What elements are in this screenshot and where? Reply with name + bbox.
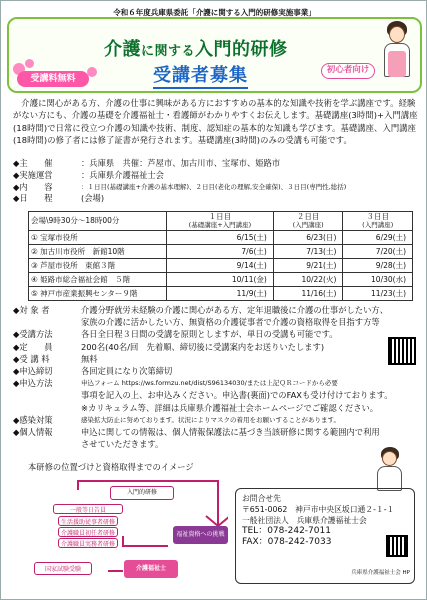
detail-continuation: ※カリキュラム等、詳細は兵庫県介護福祉士会ホームページでご確認ください。 [81, 402, 379, 413]
detail-value: 200名(40名/回 先着順、締切後に受講案内をお送りいたします) [81, 341, 325, 352]
detail-value: 介護分野就労未経験の介護に関心がある方、定年退職後に介護の仕事がしたい方、 [81, 305, 388, 315]
detail-label: ◆受 講 料 [13, 353, 50, 364]
detail-label: ◆申込方法 [13, 378, 53, 389]
overview-label: ◆日 程 [13, 193, 53, 204]
day-sublabel: (入門講座) [292, 221, 324, 229]
title-part-about: に関する [141, 44, 196, 59]
time-header: 会場\9時30分～18時00分 [29, 212, 167, 231]
day-label: ２日目 [296, 212, 320, 221]
date-cell: 9/14(土) [167, 259, 274, 273]
national-exam-box: 国家試験受験 [34, 562, 92, 575]
overview-row [13, 193, 418, 205]
detail-label: ◆対 象 者 [13, 305, 50, 315]
overview-list [13, 158, 418, 205]
contact-fax: FAX：078-242-7033 [242, 537, 332, 547]
detail-continuation: させていただきます。 [81, 439, 164, 450]
detail-label: ◆個人情報 [13, 427, 53, 438]
contact-org: 一般社団法人 兵庫県介護福祉士会 [242, 516, 367, 525]
detail-row [13, 353, 418, 365]
diagram-title: 本研修の位置づけと資格取得までのイメージ [28, 462, 194, 472]
schedule-row [29, 273, 413, 287]
schedule-table [28, 211, 413, 301]
venue-cell [29, 231, 167, 245]
detail-label: ◆受講方法 [13, 329, 53, 340]
detail-row [13, 414, 418, 426]
title-part-training: 入門的研修 [195, 39, 288, 60]
day-label: ３日目 [366, 212, 389, 221]
venue-name: 神戸市産業振興センター９階 [40, 289, 138, 298]
date-cell: 10/11(金) [167, 273, 274, 287]
intro-paragraph: 介護に関心がある方、介護の仕事に興味がある方におすすめの基本的な知識や技術を学ぶ講座です。経験がない方にも、介護の基礎を介護福祉士・看護師がわかりやすくお伝えします。基礎講座(3時間)+入門講座(18時間)で日常に役立つ介護の知識や技術、制度、認知症の基本的な知識も学びます。基礎講座、入門講座(18時間)の修了者には修了証書が発行されます。基礎講座(3時間)のみの受講も可能です。 [13, 98, 418, 145]
overview-label: ◆実施運営 [13, 169, 53, 180]
overview-row [13, 158, 418, 170]
intro-training-box: 入門的研修 [110, 486, 174, 500]
application-url[interactable]: 申込フォーム https://ws.formzu.net/dist/S96134030/または上記ＱＲコードから必要 [81, 379, 338, 388]
main-title [104, 35, 288, 61]
recruit-title: 受講者募集 [153, 61, 248, 89]
date-cell: 11/16(土) [273, 287, 343, 301]
day-label: １日目 [208, 212, 232, 221]
row-number: ② [31, 247, 38, 256]
venue-name: 姫路市総合福祉会館 ５階 [40, 275, 131, 284]
detail-value: 無料 [81, 353, 98, 364]
venue-name: 加古川市役所 新館10階 [40, 247, 125, 256]
title-part-care: 介護 [104, 39, 141, 60]
detail-label: ◆定 員 [13, 341, 53, 352]
initial-training-box: 介護職員初任者研修 [58, 527, 118, 537]
overview-label: ◆主 催 [13, 158, 53, 168]
detail-continuation: 家族の介護に活かしたい方、無資格の介護従事者で介護の資格取得を目指す方等 [81, 317, 380, 328]
venue-name: 宝塚市役所 [40, 233, 78, 242]
basic-support-box: 生活援助従事者研修 [58, 516, 118, 526]
venue-cell [29, 259, 167, 273]
contact-tel[interactable]: TEL：078-242-7011 [242, 526, 331, 536]
career-path-diagram [28, 476, 228, 586]
flower-icon [87, 67, 97, 77]
detail-row [13, 341, 418, 353]
overview-value: ：兵庫県 共催：芦屋市、加古川市、宝塚市、姫路市 [81, 158, 281, 168]
overview-value: (会場) [81, 193, 105, 204]
beginner-badge: 初心者向け [321, 63, 375, 79]
date-cell: 10/30(水) [343, 273, 413, 287]
detail-value: 申込に関しての情報は、個人情報保護法に基づき当該研修に関する範囲内で利用 [81, 427, 380, 438]
date-cell: 6/15(土) [167, 231, 274, 245]
venue-cell [29, 245, 167, 259]
venue-name: 芦屋市役所 東館３階 [40, 261, 116, 270]
date-cell: 9/21(土) [273, 259, 343, 273]
contact-heading: お問合せ先 [242, 494, 281, 503]
overview-row [13, 170, 418, 182]
detail-row [13, 365, 418, 377]
detail-row [13, 377, 418, 389]
caregiver-illustration [379, 21, 415, 79]
date-cell: 6/29(土) [343, 231, 413, 245]
overview-row [13, 182, 418, 194]
detail-value: 感染拡大防止に努めております。状況によりマスクの着用をお願いすることがあります。 [81, 415, 340, 424]
date-cell: 11/23(土) [343, 287, 413, 301]
detail-label: ◆申込締切 [13, 366, 53, 377]
date-cell: 9/28(土) [343, 259, 413, 273]
flower-icon [25, 59, 34, 68]
free-badge: 受講料無料 [17, 71, 89, 87]
date-cell: 10/22(火) [273, 273, 343, 287]
schedule-row [29, 231, 413, 245]
qualification-box: 福祉資格への挑戦 [173, 526, 228, 544]
general-box: 一般等日告員 [53, 504, 123, 514]
hp-qr-code[interactable] [386, 535, 408, 557]
overview-label: ◆内 容 [13, 181, 53, 192]
schedule-row [29, 259, 413, 273]
venue-cell [29, 287, 167, 301]
practitioner-training-box: 介護職員実務者研修 [58, 538, 118, 548]
day-header [343, 212, 413, 231]
date-cell: 7/13(土) [273, 245, 343, 259]
certified-worker-box: 介護福祉士 [124, 560, 178, 578]
row-number: ③ [31, 261, 38, 270]
overview-value: ：兵庫県介護福祉士会 [81, 169, 164, 180]
day-sublabel: (入門講座) [362, 221, 394, 229]
date-cell: 7/20(土) [343, 245, 413, 259]
date-cell: 11/9(土) [167, 287, 274, 301]
detail-value: 各回定員になり次第締切 [81, 366, 173, 377]
contact-box [235, 488, 415, 584]
schedule-row [29, 287, 413, 301]
caregiver-illustration [373, 447, 407, 491]
row-number: ④ [31, 275, 38, 284]
overview-value: ：１日目(基礎講座+介護の基本理解)、２日目(老化の理解,安全確保)、３日目(専門性,総括) [81, 182, 347, 191]
detail-continuation: 事項を記入の上、お申込みください。申込書(裏面)でのFAXも受け付けております。 [81, 390, 393, 401]
row-number: ① [31, 233, 38, 242]
day-header [167, 212, 274, 231]
day-header [273, 212, 343, 231]
date-cell: 7/6(土) [167, 245, 274, 259]
details-list [13, 304, 418, 450]
venue-cell [29, 273, 167, 287]
detail-row [13, 304, 418, 316]
hp-label: 兵庫県介護福祉士会 HP [351, 570, 410, 576]
schedule-row [29, 245, 413, 259]
detail-row [13, 426, 418, 438]
row-number: ⑤ [31, 289, 38, 298]
detail-value: 各日全日程３日間の受講を原則としますが、単日の受講も可能です。 [81, 329, 338, 340]
day-sublabel: (基礎講座+入門講座) [188, 221, 252, 229]
commission-line: 令和６年度兵庫県委託「介護に関する入門的研修実施事業」 [113, 8, 316, 17]
detail-row [13, 328, 418, 340]
contact-address: 〒651-0062 神戸市中央区坂口通２-１-１ [242, 505, 395, 514]
schedule-header-row [29, 212, 413, 231]
date-cell: 6/23(日) [273, 231, 343, 245]
intro-text [13, 97, 418, 146]
detail-label: ◆感染対策 [13, 414, 53, 425]
application-qr-code[interactable] [388, 337, 416, 365]
